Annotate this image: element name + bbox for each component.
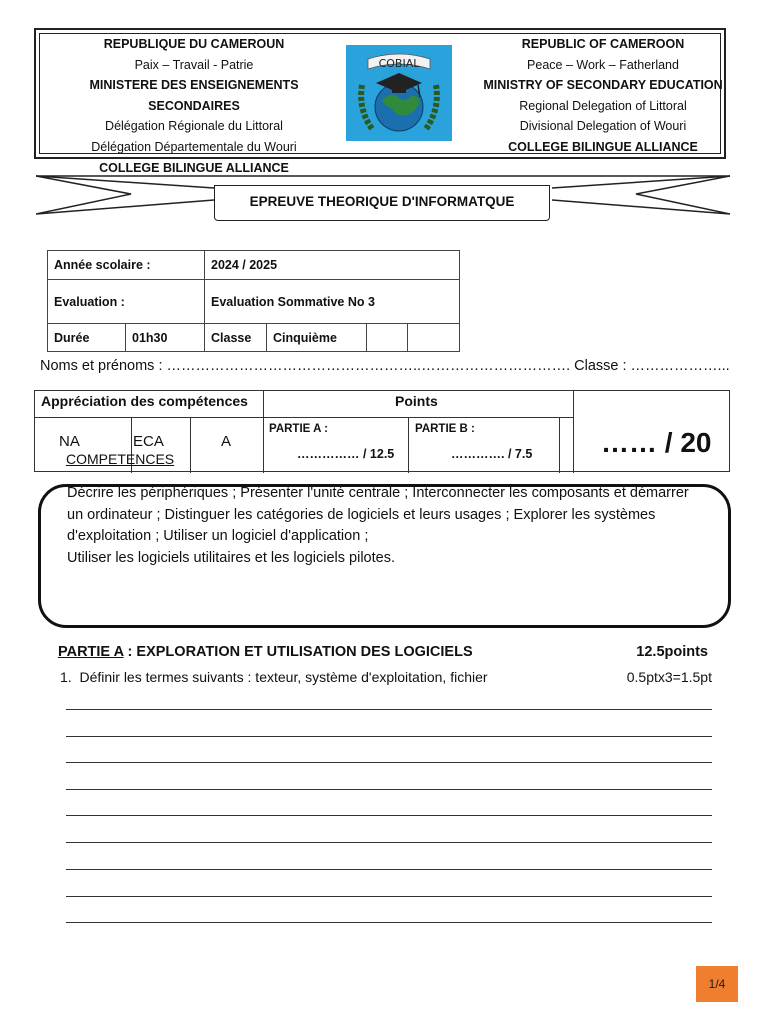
regional-delegation-fr: Délégation Régionale du Littoral [105, 119, 283, 134]
answer-line[interactable] [66, 736, 712, 737]
points-header: Points [395, 393, 438, 409]
ministry-en: MINISTRY OF SECONDARY EDUCATION [483, 78, 723, 93]
empty-cell-2 [408, 324, 460, 352]
class-value: Cinquième [267, 324, 367, 352]
answer-line[interactable] [66, 869, 712, 870]
logo-graphic [346, 45, 452, 141]
part-a-heading-label: PARTIE A [58, 644, 124, 660]
evaluation-value: Evaluation Sommative No 3 [205, 280, 460, 324]
appreciation-title: Appréciation des compétences [41, 393, 248, 409]
question-1-points: 0.5ptx3=1.5pt [626, 669, 712, 685]
country-en: REPUBLIC OF CAMEROON [521, 37, 685, 51]
answer-line[interactable] [66, 842, 712, 843]
year-label: Année scolaire : [48, 251, 205, 280]
regional-delegation-en: Regional Delegation of Littoral [519, 98, 687, 113]
header-left-block [44, 34, 344, 178]
skills-line-1: Décrire les périphériques ; Présenter l'unité centrale ; Interconnecter les composants et démarrer [67, 485, 689, 501]
appreciation-divider-v2 [573, 391, 574, 473]
empty-cell-1 [367, 324, 408, 352]
question-1-number: 1. [60, 669, 72, 685]
part-b-score[interactable]: …………. / 7.5 [451, 447, 533, 461]
question-1-text: Définir les termes suivants : texteur, système d'exploitation, fichier [79, 669, 488, 685]
score-divider-2 [559, 417, 560, 473]
answer-line[interactable] [66, 896, 712, 897]
answer-line[interactable] [66, 789, 712, 790]
part-a-heading-title: : EXPLORATION ET UTILISATION DES LOGICIELS [123, 644, 473, 660]
level-eca: ECA [133, 433, 164, 450]
skills-line-3: d'exploitation ; Utiliser un logiciel d'application ; [67, 528, 369, 544]
divisional-delegation-en: Divisional Delegation of Wouri [519, 119, 687, 134]
level-na: NA [59, 433, 80, 450]
duration-label: Durée [48, 324, 126, 352]
evaluation-label: Evaluation : [48, 280, 205, 324]
part-b-label: PARTIE B : [415, 423, 475, 435]
part-a-points: 12.5points [636, 644, 708, 660]
appreciation-divider-h [35, 417, 573, 418]
part-a-score[interactable]: …………… / 12.5 [297, 447, 395, 461]
answer-line[interactable] [66, 709, 712, 710]
skills-line-2: un ordinateur ; Distinguer les catégories de logiciels et leurs usages ; Explorer les systèmes [67, 506, 656, 523]
skills-line-4: Utiliser les logiciels utilitaires et les logiciels pilotes. [67, 549, 395, 566]
exam-info-table [47, 250, 460, 352]
part-a-label: PARTIE A : [269, 423, 328, 435]
level-divider-2 [190, 417, 191, 473]
header-frame [34, 28, 726, 175]
total-score[interactable]: …… / 20 [601, 427, 712, 458]
country-fr: REPUBLIQUE DU CAMEROUN [103, 37, 285, 51]
level-a: A [221, 433, 232, 450]
logo-text: COBIAL [378, 57, 420, 70]
student-name-field[interactable]: Noms et prénoms : ……………………………………………..…………………………. Classe : ………………... [40, 358, 730, 374]
motto-en: Peace – Work – Fatherland [527, 57, 679, 72]
ministry-fr: MINISTERE DES ENSEIGNEMENTS SECONDAIRES [89, 78, 299, 113]
exam-title: EPREUVE THEORIQUE D'INFORMATQUE [249, 194, 515, 209]
duration-value: 01h30 [126, 324, 205, 352]
competences-text [67, 484, 714, 569]
competences-label: COMPETENCES [66, 451, 175, 467]
question-1 [60, 669, 488, 685]
divisional-delegation-fr: Délégation Départementale du Wouri [91, 139, 297, 154]
answer-line[interactable] [66, 922, 712, 923]
school-logo [346, 45, 452, 141]
part-a-heading [58, 644, 473, 660]
school-name-fr: COLLEGE BILINGUE ALLIANCE [99, 160, 289, 175]
appreciation-divider-v1 [263, 391, 264, 473]
class-label: Classe [205, 324, 267, 352]
page-number-badge: 1/4 [696, 966, 738, 1002]
competences-box [38, 484, 731, 628]
year-value: 2024 / 2025 [205, 251, 460, 280]
school-name-en: COLLEGE BILINGUE ALLIANCE [508, 139, 698, 154]
answer-line[interactable] [66, 815, 712, 816]
motto-fr: Paix – Travail - Patrie [134, 57, 254, 72]
score-divider-1 [408, 417, 409, 473]
exam-title-box [214, 185, 550, 221]
answer-line[interactable] [66, 762, 712, 763]
header-right-block [481, 34, 725, 158]
